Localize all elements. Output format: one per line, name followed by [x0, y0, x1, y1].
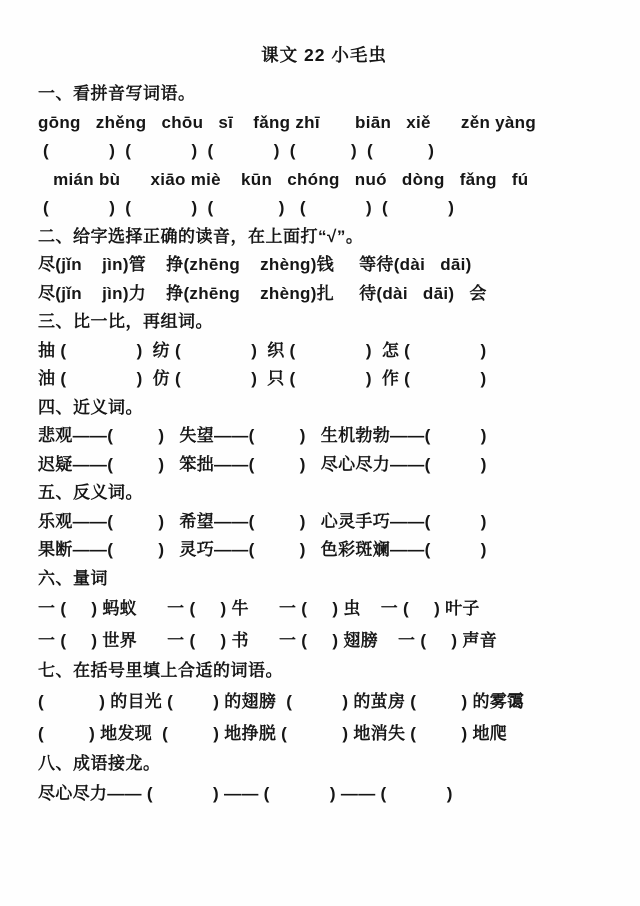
section-compare-words	[38, 308, 610, 394]
blank-row-2: ( ) ( ) ( ) ( ) ( )	[38, 198, 455, 217]
section-8-heading: 八、成语接龙。	[38, 753, 161, 773]
word-formation-row-1: 抽 ( ) 纺 ( ) 织 ( ) 怎 ( )	[38, 340, 487, 360]
section-antonyms	[38, 479, 610, 565]
section-pinyin-words	[38, 80, 610, 223]
section-7-heading: 七、在括号里填上合适的词语。	[38, 661, 283, 680]
section-1-heading: 一、看拼音写词语。	[38, 84, 196, 103]
measure-word-row-2: 一 ( ) 世界 一 ( ) 书 一 ( ) 翅膀 一 ( ) 声音	[38, 631, 498, 650]
section-4-heading: 四、近义词。	[38, 397, 143, 417]
section-choose-pronunciation	[38, 223, 610, 309]
section-3-heading: 三、比一比，再组词。	[38, 312, 213, 331]
section-synonyms	[38, 394, 610, 480]
fill-phrase-row-1: ( ) 的目光 ( ) 的翅膀 ( ) 的茧房 ( ) 的雾霭	[38, 691, 525, 711]
pinyin-row-2: mián bù xiāo miè kūn chóng nuó dòng fǎng fú	[38, 169, 529, 189]
idiom-chain-row: 尽心尽力—— ( ) —— ( ) —— ( )	[38, 784, 453, 803]
page-title: 课文 22 小毛虫	[261, 45, 387, 65]
pronunciation-row-2: 尽(jǐn jìn)力 挣(zhēng zhèng)扎 待(dài dāi) 会	[38, 283, 487, 303]
blank-row-1: ( ) ( ) ( ) ( ) ( )	[38, 141, 435, 160]
antonym-row-2: 果断——( ) 灵巧——( ) 色彩斑斓——( )	[38, 540, 487, 559]
measure-word-row-1: 一 ( ) 蚂蚁 一 ( ) 牛 一 ( ) 虫 一 ( ) 叶子	[38, 599, 480, 618]
section-idiom-chain	[38, 750, 610, 811]
antonym-row-1: 乐观——( ) 希望——( ) 心灵手巧——( )	[38, 511, 487, 531]
synonym-row-2: 迟疑——( ) 笨拙——( ) 尽心尽力——( )	[38, 454, 487, 474]
section-6-heading: 六、量词	[38, 568, 108, 588]
section-2-heading: 二、给字选择正确的读音，在上面打“√”。	[38, 226, 364, 246]
word-formation-row-2: 油 ( ) 仿 ( ) 只 ( ) 作 ( )	[38, 369, 487, 388]
section-5-heading: 五、反义词。	[38, 483, 143, 502]
pronunciation-row-1: 尽(jǐn jìn)管 挣(zhēng zhèng)钱 等待(dài dāi)	[38, 255, 472, 274]
synonym-row-1: 悲观——( ) 失望——( ) 生机勃勃——( )	[38, 426, 487, 445]
fill-phrase-row-2: ( ) 地发现 ( ) 地挣脱 ( ) 地消失 ( ) 地爬	[38, 723, 508, 743]
section-fill-phrases	[38, 657, 610, 750]
section-measure-words	[38, 565, 610, 658]
pinyin-row-1: gōng zhěng chōu sī fǎng zhī biān xiě zěn yàng	[38, 112, 537, 132]
